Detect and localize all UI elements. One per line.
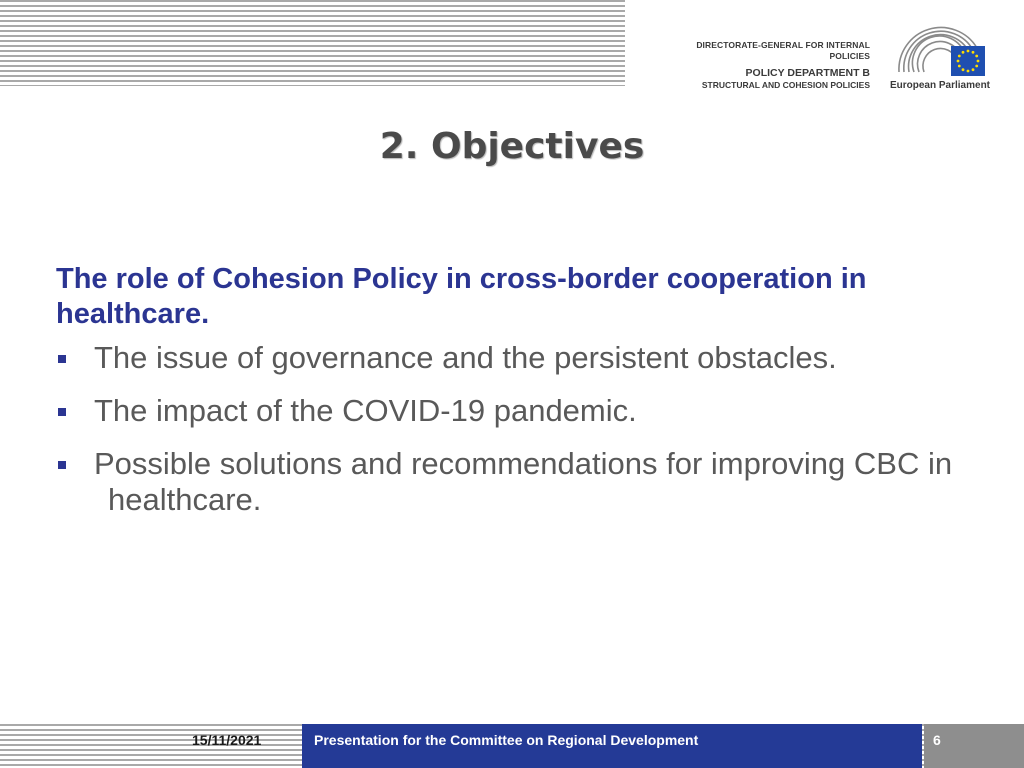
- square-bullet-icon: [58, 461, 66, 469]
- list-item: [56, 446, 986, 518]
- hemicycle-flag-icon: [893, 22, 989, 78]
- list-item: [56, 393, 986, 429]
- policy-department-label: POLICY DEPARTMENT B: [745, 67, 870, 79]
- bullet-text: Possible solutions and recommendations for improving CBC in healthcare.: [94, 446, 953, 517]
- objectives-list: [56, 340, 986, 518]
- footer-presentation-bar: [302, 724, 922, 768]
- footer-date: [180, 724, 300, 768]
- european-parliament-label: European Parliament: [889, 80, 991, 91]
- list-item: [56, 340, 986, 376]
- bullet-text: The impact of the COVID-19 pandemic.: [94, 393, 637, 428]
- bullet-text: The issue of governance and the persistent obstacles.: [94, 340, 837, 375]
- footer-date-text: 15/11/2021: [192, 732, 262, 748]
- footer-page-number: [924, 724, 1024, 768]
- european-parliament-logo: [885, 22, 995, 96]
- structural-policies-label: STRUCTURAL AND COHESION POLICIES: [701, 80, 870, 90]
- slide-content: [56, 262, 986, 535]
- header-stripes: [0, 0, 625, 86]
- square-bullet-icon: [58, 408, 66, 416]
- slide-title: 2. Objectives: [379, 126, 645, 167]
- square-bullet-icon: [58, 355, 66, 363]
- slide-subheading: The role of Cohesion Policy in cross-border cooperation in healthcare.: [56, 263, 867, 330]
- footer-presentation-text: Presentation for the Committee on Regional Development: [314, 732, 699, 748]
- page-number-text: 6: [933, 732, 941, 748]
- directorate-label: DIRECTORATE-GENERAL FOR INTERNAL POLICIES: [696, 40, 870, 61]
- department-header: [660, 40, 870, 90]
